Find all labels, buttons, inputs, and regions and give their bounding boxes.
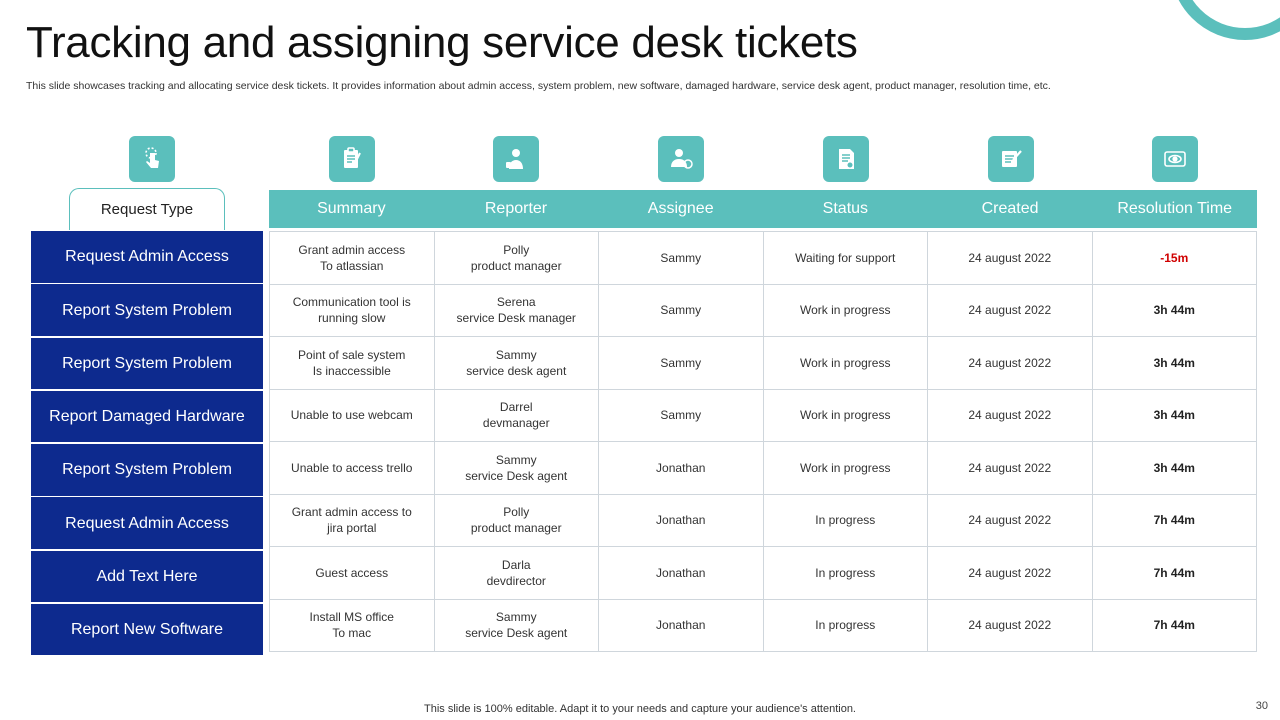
page-title: Tracking and assigning service desk tickets [26,18,858,67]
column-header-bar [269,190,1257,228]
header-resolution-time: Resolution Time [1117,200,1233,217]
request-type-cell: Report System Problem [31,444,263,496]
assignee-cell: Jonathan [599,494,764,547]
summary-cell: Unable to access trello [270,442,435,495]
header-summary: Summary [317,200,386,217]
summary-cell: Guest access [270,547,435,600]
created-cell: 24 august 2022 [928,547,1093,600]
request-type-cell: Report System Problem [31,284,263,336]
table-row [270,389,1257,442]
eye-icon [1152,136,1198,182]
reporter-cell: Darrel devmanager [434,389,599,442]
request-type-column [31,231,263,657]
page-number: 30 [1255,700,1268,712]
created-cell: 24 august 2022 [928,494,1093,547]
table-row [270,442,1257,495]
created-cell: 24 august 2022 [928,284,1093,337]
created-cell: 24 august 2022 [928,389,1093,442]
created-cell: 24 august 2022 [928,337,1093,390]
reporter-cell: Sammy service desk agent [434,337,599,390]
resolution-time-cell: 7h 44m [1092,599,1257,652]
resolution-time-cell: -15m [1092,232,1257,285]
table-row [270,284,1257,337]
reporter-cell: Sammy service Desk agent [434,442,599,495]
status-document-icon [823,136,869,182]
header-assignee: Assignee [647,200,714,217]
status-cell: In progress [763,494,928,547]
summary-cell: Unable to use webcam [270,389,435,442]
header-reporter: Reporter [484,200,548,217]
request-type-cell: Report Damaged Hardware [31,391,263,443]
reporter-cell: Polly product manager [434,494,599,547]
reporter-cell: Serena service Desk manager [434,284,599,337]
summary-cell: Point of sale system Is inaccessible [270,337,435,390]
resolution-time-cell: 3h 44m [1092,284,1257,337]
assignee-cell: Jonathan [599,442,764,495]
created-cell: 24 august 2022 [928,232,1093,285]
assignee-cell: Sammy [599,337,764,390]
request-type-cell: Report New Software [31,604,263,656]
table-row [270,599,1257,652]
resolution-time-cell: 7h 44m [1092,547,1257,600]
status-cell: Work in progress [763,284,928,337]
header-created: Created [981,200,1039,217]
resolution-time-cell: 7h 44m [1092,494,1257,547]
created-cell: 24 august 2022 [928,599,1093,652]
resolution-time-cell: 3h 44m [1092,389,1257,442]
reporter-cell: Sammy service Desk agent [434,599,599,652]
created-cell: 24 august 2022 [928,442,1093,495]
assignee-cell: Sammy [599,284,764,337]
summary-cell: Install MS office To mac [270,599,435,652]
summary-cell: Grant admin access To atlassian [270,232,435,285]
status-cell: Waiting for support [763,232,928,285]
assignee-cell: Jonathan [599,547,764,600]
decorative-arc [1170,0,1280,40]
status-cell: In progress [763,547,928,600]
status-cell: Work in progress [763,389,928,442]
summary-cell: Grant admin access to jira portal [270,494,435,547]
edit-note-icon [988,136,1034,182]
summary-cell: Communication tool is running slow [270,284,435,337]
resolution-time-cell: 3h 44m [1092,442,1257,495]
resolution-time-cell: 3h 44m [1092,337,1257,390]
table-row [270,494,1257,547]
assignee-cell: Sammy [599,232,764,285]
reporter-icon [493,136,539,182]
status-cell: Work in progress [763,337,928,390]
request-type-header: Request Type [69,188,225,230]
assignee-cell: Jonathan [599,599,764,652]
table-row [270,232,1257,285]
reporter-cell: Polly product manager [434,232,599,285]
request-type-cell: Add Text Here [31,551,263,603]
status-cell: Work in progress [763,442,928,495]
page-subtitle: This slide showcases tracking and allocating service desk tickets. It provides information about admin access, system problem, new software, damaged hardware, service desk agent, product manager, resolution time, etc. [26,80,1051,92]
status-cell: In progress [763,599,928,652]
header-status: Status [822,200,869,217]
table-row [270,547,1257,600]
request-type-cell: Report System Problem [31,338,263,390]
request-type-cell: Request Admin Access [31,231,263,283]
tickets-table [269,231,1257,652]
table-row [270,337,1257,390]
footer-note: This slide is 100% editable. Adapt it to your needs and capture your audience's attention. [424,703,856,715]
request-type-cell: Request Admin Access [31,497,263,549]
reporter-cell: Darla devdirector [434,547,599,600]
touch-icon [129,136,175,182]
assignee-cell: Sammy [599,389,764,442]
clipboard-icon [329,136,375,182]
assignee-icon [658,136,704,182]
